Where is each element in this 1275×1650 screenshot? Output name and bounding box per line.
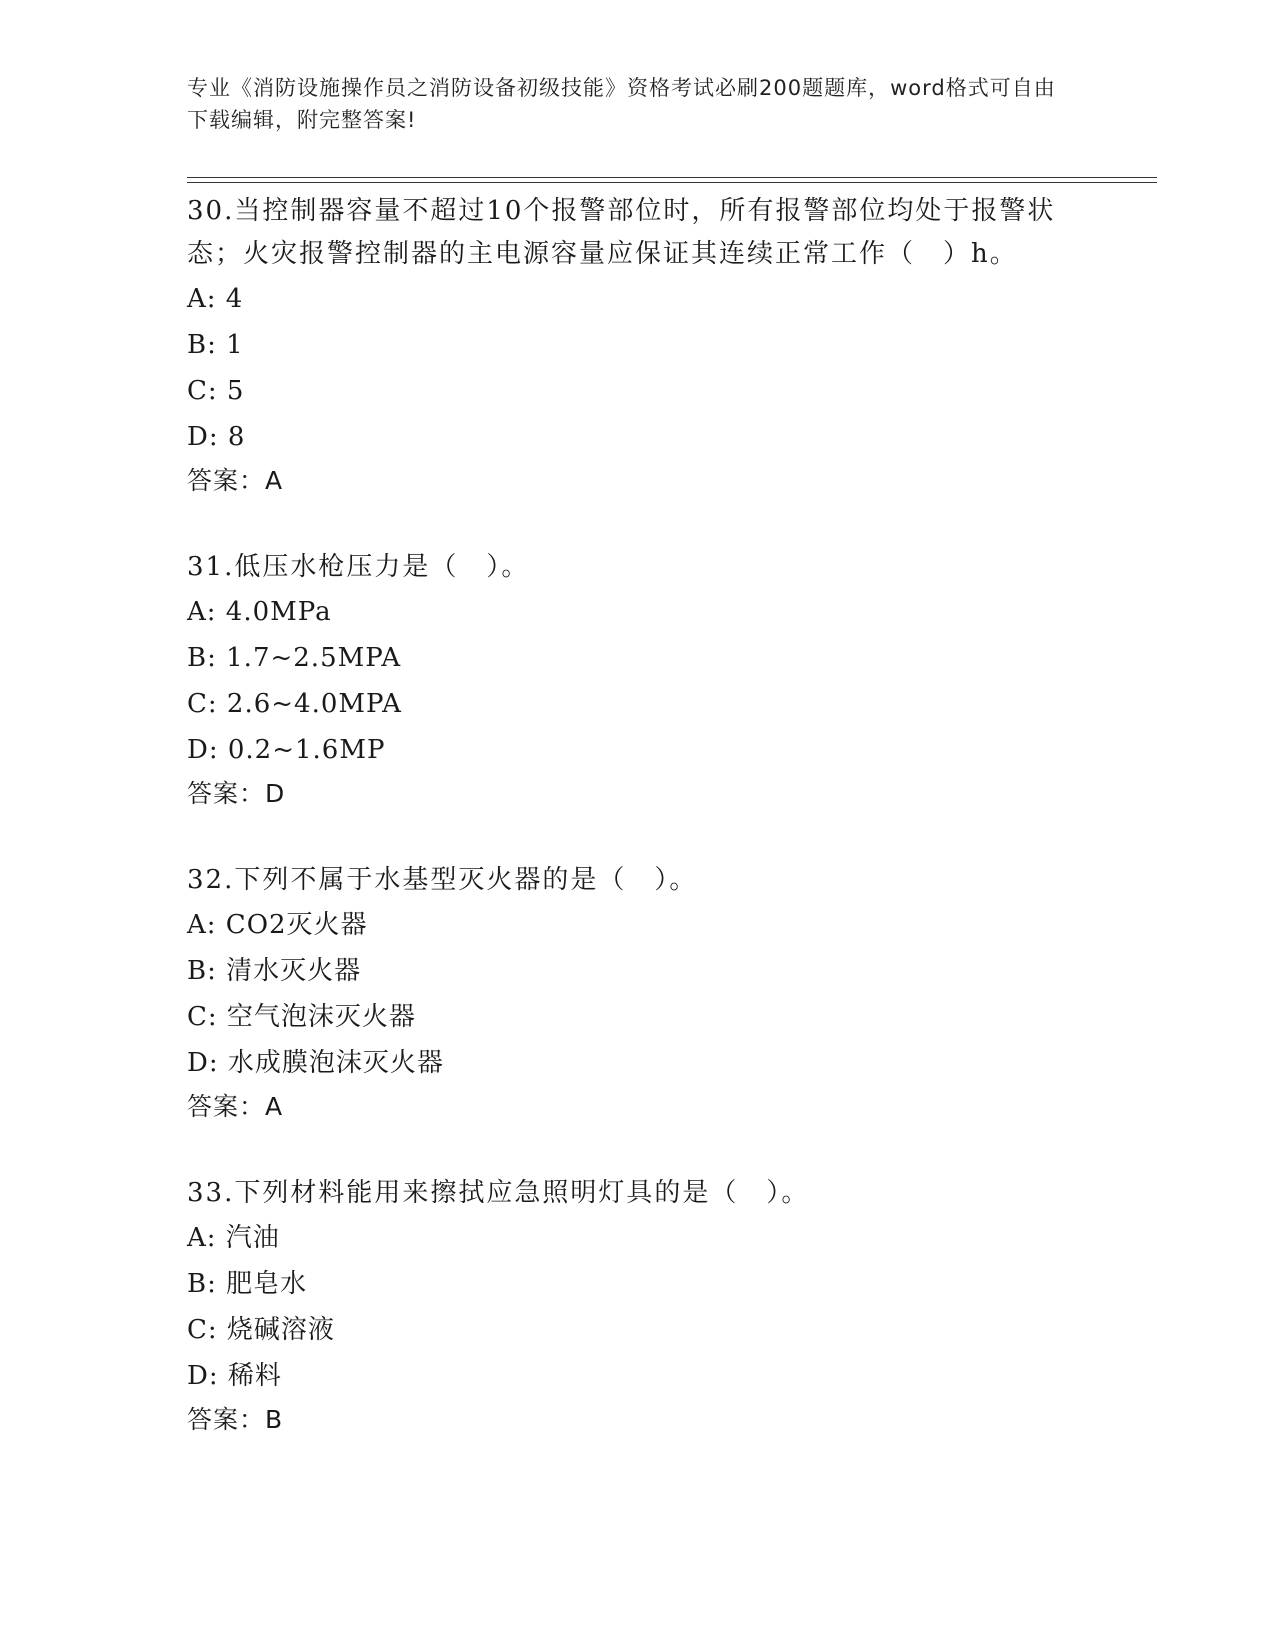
header-divider-top (187, 177, 1157, 178)
question-stem: 32.下列不属于水基型灭火器的是（ ）。 (187, 865, 698, 895)
question-gap (187, 1128, 1087, 1172)
option-b: B: 1 (187, 330, 244, 360)
question-33 (187, 1172, 1087, 1441)
option-c: C: 2.6~4.0MPA (187, 689, 402, 719)
question-30 (187, 190, 1087, 502)
question-stem: 30.当控制器容量不超过10个报警部位时，所有报警部位均处于报警状态；火灾报警控制器的主电源容量应保证其连续正常工作（ ）h。 (187, 196, 1056, 269)
question-stem: 33.下列材料能用来擦拭应急照明灯具的是（ ）。 (187, 1178, 810, 1208)
option-d: D: 8 (187, 422, 246, 452)
answer-label: 答案：A (187, 466, 284, 495)
option-c: C: 5 (187, 376, 245, 406)
question-list (187, 190, 1087, 1441)
header-divider-bottom (187, 182, 1157, 183)
option-b: B: 肥皂水 (187, 1269, 308, 1299)
option-c: C: 烧碱溶液 (187, 1315, 335, 1345)
answer-label: 答案：A (187, 1092, 284, 1121)
question-gap (187, 502, 1087, 546)
option-b: B: 1.7~2.5MPA (187, 643, 402, 673)
answer-label: 答案：D (187, 779, 286, 808)
question-gap (187, 815, 1087, 859)
question-31 (187, 546, 1087, 815)
option-d: D: 稀料 (187, 1361, 282, 1391)
option-a: A: 4.0MPa (187, 597, 332, 627)
document-header: 专业《消防设施操作员之消防设备初级技能》资格考试必刷200题题库，word格式可自由下载编辑，附完整答案! (187, 76, 1056, 132)
option-c: C: 空气泡沫灭火器 (187, 1002, 416, 1032)
option-d: D: 水成膜泡沫灭火器 (187, 1048, 444, 1078)
option-a: A: 4 (187, 284, 244, 314)
question-32 (187, 859, 1087, 1128)
option-a: A: CO2灭火器 (187, 910, 368, 940)
option-a: A: 汽油 (187, 1223, 280, 1253)
question-stem: 31.低压水枪压力是（ ）。 (187, 552, 530, 582)
option-d: D: 0.2~1.6MP (187, 735, 386, 765)
option-b: B: 清水灭火器 (187, 956, 362, 986)
answer-label: 答案：B (187, 1405, 284, 1434)
